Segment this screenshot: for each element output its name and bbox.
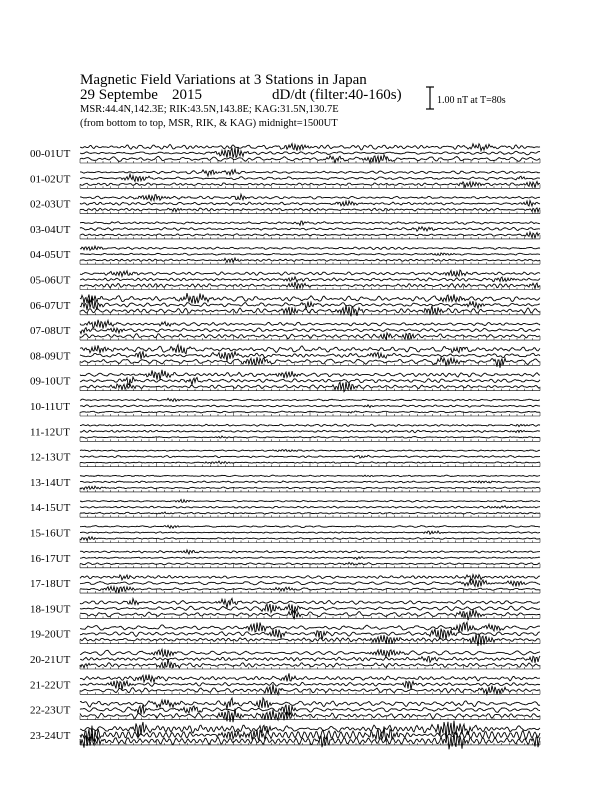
trace-rik	[80, 377, 540, 385]
stations-info: MSR:44.4N,142.3E; RIK:43.5N,143.8E; KAG:31.5N,130.7E	[80, 104, 339, 115]
row-label: 09-10UT	[30, 375, 71, 388]
hour-row	[30, 144, 540, 164]
trace-kag	[80, 649, 540, 657]
row-label: 10-11UT	[30, 401, 70, 413]
hour-row	[30, 398, 540, 416]
hour-row	[30, 721, 540, 750]
row-label: 03-04UT	[30, 223, 71, 236]
row-label: 12-13UT	[30, 451, 71, 464]
hour-row	[30, 170, 540, 189]
hour-row	[30, 370, 540, 392]
trace-kag	[80, 370, 540, 380]
trace-rik	[80, 430, 540, 432]
trace-rik	[80, 557, 540, 560]
trace-rik	[80, 705, 540, 716]
row-label: 18-19UT	[30, 603, 71, 616]
trace-kag	[80, 398, 540, 401]
trace-rik	[80, 455, 540, 458]
row-label: 14-15UT	[30, 502, 71, 515]
hour-row	[30, 500, 540, 518]
row-ticks	[80, 513, 540, 517]
trace-kag	[80, 622, 540, 632]
trace-rik	[80, 201, 540, 206]
hour-row	[30, 270, 540, 289]
hour-row	[30, 345, 540, 368]
row-label: 02-03UT	[30, 198, 71, 211]
hour-row	[30, 525, 540, 542]
trace-rik	[80, 227, 540, 231]
trace-kag	[80, 144, 540, 151]
trace-kag	[80, 550, 540, 554]
trace-rik	[80, 253, 540, 256]
hour-row	[30, 575, 540, 594]
row-label: 07-08UT	[30, 325, 71, 338]
trace-kag	[80, 345, 540, 354]
hour-row	[30, 424, 540, 441]
trace-kag	[80, 221, 540, 225]
row-label: 15-16UT	[30, 527, 71, 540]
row-label: 11-12UT	[30, 426, 70, 439]
trace-kag	[80, 450, 540, 452]
hour-row	[30, 622, 540, 646]
trace-kag	[80, 525, 540, 528]
row-label: 17-18UT	[30, 578, 71, 591]
hour-row	[30, 598, 540, 620]
row-label: 21-22UT	[30, 679, 71, 692]
trace-kag	[80, 246, 540, 250]
row-ticks	[80, 488, 540, 492]
trace-kag	[80, 598, 540, 608]
row-ticks	[80, 361, 540, 365]
trace-kag	[80, 424, 540, 426]
row-label: 08-09UT	[30, 350, 71, 363]
trace-kag	[80, 698, 540, 709]
row-label: 22-23UT	[30, 704, 71, 717]
row-label: 20-21UT	[30, 654, 71, 666]
chart-title: Magnetic Field Variations at 3 Stations in Japan	[80, 72, 367, 88]
trace-kag	[80, 500, 540, 503]
row-label: 06-07UT	[30, 299, 71, 312]
row-label: 00-01UT	[30, 148, 71, 160]
trace-kag	[80, 170, 540, 177]
trace-kag	[80, 475, 540, 477]
row-ticks	[80, 260, 540, 264]
trace-kag	[80, 270, 540, 276]
hour-row	[30, 550, 540, 568]
trace-kag	[80, 293, 540, 304]
trace-kag	[80, 575, 540, 581]
hour-row	[30, 673, 540, 694]
trace-kag	[80, 673, 540, 682]
hour-row	[30, 293, 540, 316]
trace-msr	[80, 709, 540, 723]
trace-rik	[80, 352, 540, 361]
trace-msr	[80, 732, 540, 749]
date-label: 29 Septembe	[80, 87, 158, 103]
trace-rik	[80, 506, 540, 509]
hour-row	[30, 475, 540, 492]
hour-row	[30, 320, 540, 340]
trace-rik	[80, 656, 540, 663]
row-label: 19-20UT	[30, 628, 71, 641]
trace-rik	[80, 405, 540, 408]
hour-row	[30, 450, 540, 467]
scale-bar	[426, 87, 434, 109]
row-label: 13-14UT	[30, 476, 71, 489]
hour-row	[30, 221, 540, 239]
trace-kag	[80, 194, 540, 200]
row-label: 23-24UT	[30, 729, 71, 742]
trace-rik	[80, 481, 540, 483]
row-ticks	[80, 412, 540, 416]
station-order-note: (from bottom to top, MSR, RIK, & KAG) midnight=1500UT	[80, 118, 338, 129]
quantity-label: dD/dt (filter:40-160s)	[272, 87, 402, 103]
trace-rik	[80, 298, 540, 310]
trace-rik	[80, 174, 540, 181]
trace-rik	[80, 531, 540, 534]
trace-msr	[80, 436, 540, 438]
scale-bar-label: 1.00 nT at T=80s	[437, 95, 506, 106]
row-ticks	[80, 716, 540, 720]
hour-row	[30, 246, 540, 264]
trace-rik	[80, 328, 540, 334]
trace-kag	[80, 320, 540, 329]
hour-row	[30, 649, 540, 669]
row-label: 01-02UT	[30, 173, 71, 186]
row-label: 16-17UT	[30, 552, 71, 565]
trace-rik	[80, 277, 540, 282]
row-label: 05-06UT	[30, 274, 71, 287]
row-label: 04-05UT	[30, 249, 71, 262]
hour-row	[30, 194, 540, 213]
trace-msr	[80, 634, 540, 646]
year-label: 2015	[172, 87, 202, 103]
row-ticks	[80, 564, 540, 568]
hour-row	[30, 698, 540, 722]
